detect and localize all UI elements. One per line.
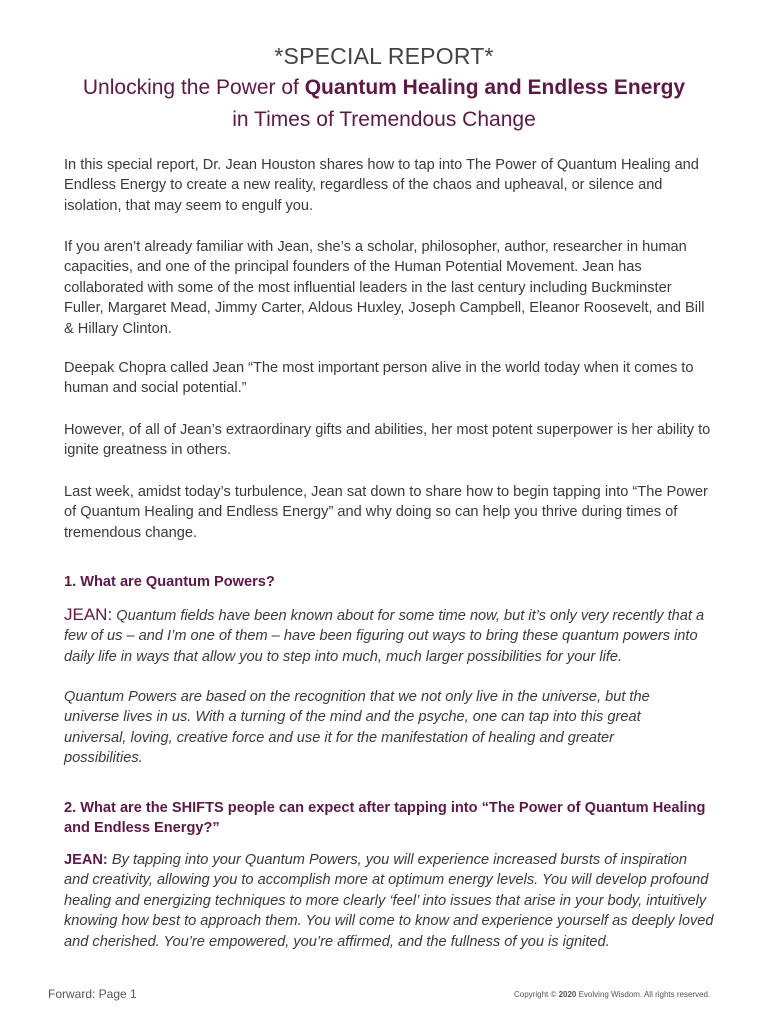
copyright-prefix: Copyright © [514,990,559,999]
chopra-quote-paragraph: Deepak Chopra called Jean “The most important person alive in the world today when it comes to human and social potential.” [64,360,694,397]
last-week-paragraph: Last week, amidst today’s turbulence, Jean sat down to share how to begin tapping into “The Power of Quantum Healing and Endless Energy” and why doing so can help you thrive during times of tremendous change. [64,484,708,541]
question-1-answer-continued: Quantum Powers are based on the recognition that we not only live in the universe, but the universe lives in us. With a turning of the mind and the psyche, one can tap into this great universal, loving, creative force and use it for the manifestation of healing and greater possibilities. [64,689,650,767]
speaker-label: JEAN: [64,852,108,868]
copyright-notice [514,990,710,999]
question-2-answer-text: By tapping into your Quantum Powers, you will experience increased bursts of inspiration and creativity, allowing you to accomplish more at optimum energy levels. You will develop profound healing and energizing techniques to more clearly ‘feel’ into issues that arise in your body, intuitively knowing how best to approach them. You will come to know and experience yourself as deeply loved and cherished. You’re empowered, you’re affirmed, and the fullness of you is ignited. [64,852,714,950]
copyright-suffix: Evolving Wisdom. All rights reserved. [576,990,711,999]
question-1-answer-text: Quantum fields have been known about for some time now, but it’s only very recently that a few of us – and I’m one of them – have been figuring out ways to bring these quantum powers into daily life in ways that allow you to step into much, much larger possibilities for your life. [64,608,705,665]
report-title [0,72,768,104]
page-number: Forward: Page 1 [48,987,137,1001]
report-title-emphasis: Quantum Healing and Endless Energy [304,76,686,99]
superpower-paragraph: However, of all of Jean’s extraordinary gifts and abilities, her most potent superpower is her ability to ignite greatness in others. [64,422,711,459]
special-report-label: *SPECIAL REPORT* [274,43,494,69]
bio-paragraph: If you aren’t already familiar with Jean, she’s a scholar, philosopher, author, researcher in human capacities, and one of the principal founders of the Human Potential Movement. Jean has collaborated with some of the most influential leaders in the last century including Buckminster Fuller, Margaret Mead, Jimmy Carter, Aldous Huxley, Joseph Campbell, Eleanor Roosevelt, and Bill & Hillary Clinton. [64,239,705,337]
question-2-heading: 2. What are the SHIFTS people can expect after tapping into “The Power of Quantum Healing and Endless Energy?” [64,800,706,837]
question-1-heading: 1. What are Quantum Powers? [64,574,275,590]
copyright-year: 2020 [558,990,577,999]
title-block [0,40,768,136]
speaker-label: JEAN: [64,605,113,624]
intro-paragraph: In this special report, Dr. Jean Houston shares how to tap into The Power of Quantum Healing and Endless Energy to create a new reality, regardless of the chaos and upheaval, or silence and isolation, that may seem to engulf you. [64,157,699,214]
report-title-prefix: Unlocking the Power of [82,76,305,99]
question-2-answer [64,850,714,952]
question-1-answer [64,605,714,667]
report-subtitle: in Times of Tremendous Change [232,108,536,131]
